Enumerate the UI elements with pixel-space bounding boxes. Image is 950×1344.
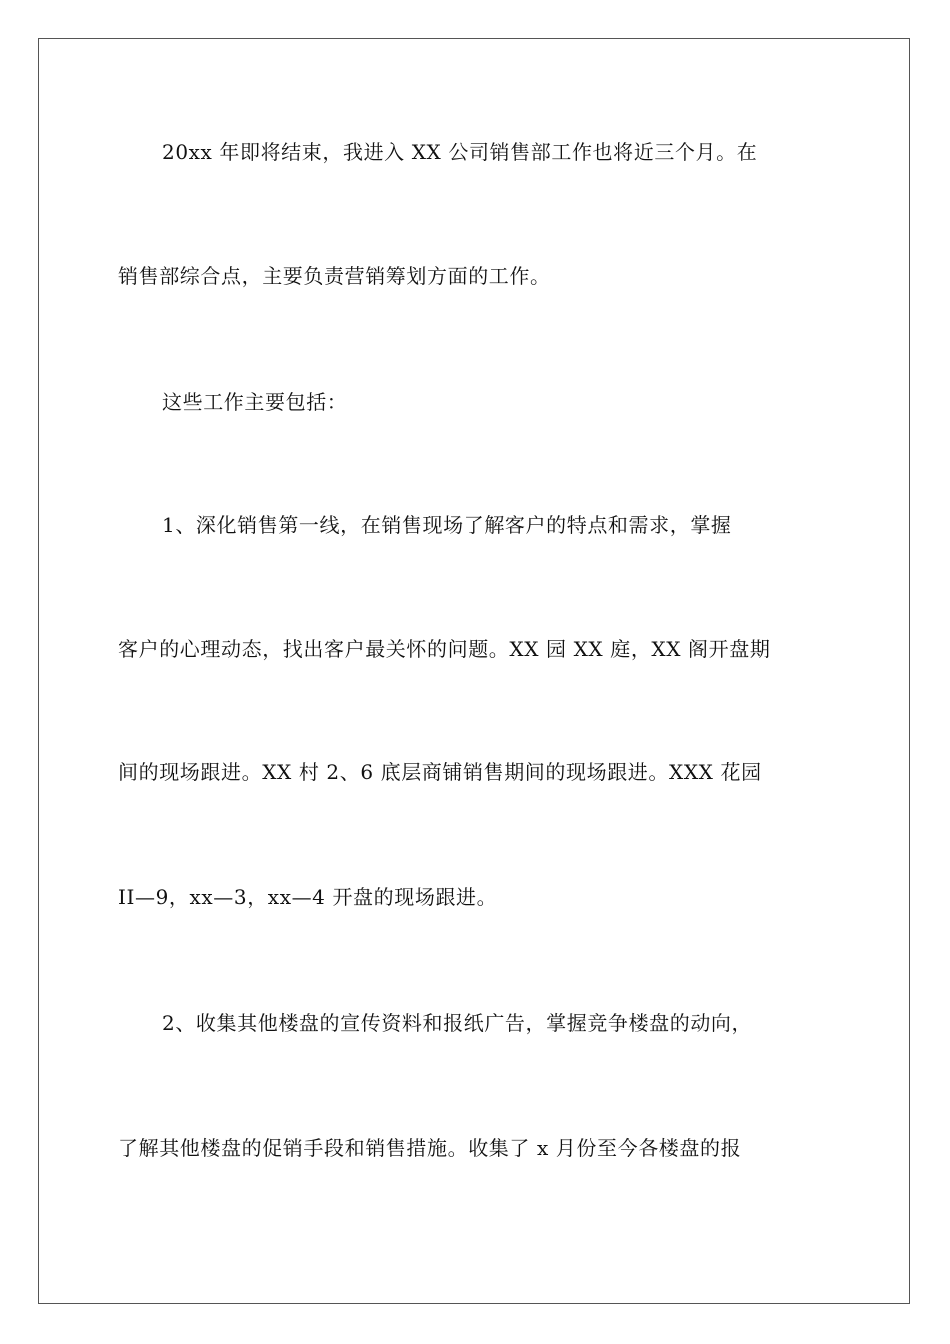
paragraph-intro-line-1: 20xx 年即将结束，我进入 XX 公司销售部工作也将近三个月。在 (162, 140, 758, 164)
paragraph-intro-line-2: 销售部综合点，主要负责营销筹划方面的工作。 (118, 264, 551, 288)
paragraph-item-1-line-2: 客户的心理动态，找出客户最关怀的问题。XX 园 XX 庭，XX 阁开盘期 (118, 637, 771, 661)
paragraph-item-2-line-2: 了解其他楼盘的促销手段和销售措施。收集了 x 月份至今各楼盘的报 (118, 1136, 742, 1160)
paragraph-item-1-line-1: 1、深化销售第一线，在销售现场了解客户的特点和需求，掌握 (162, 513, 732, 537)
paragraph-item-1-line-3: 间的现场跟进。XX 村 2、6 底层商铺销售期间的现场跟进。XXX 花园 (118, 760, 762, 784)
paragraph-item-2-line-1: 2、收集其他楼盘的宣传资料和报纸广告，掌握竞争楼盘的动向， (162, 1011, 753, 1035)
paragraph-work-items-heading: 这些工作主要包括： (162, 390, 348, 414)
page-border (38, 38, 910, 1304)
paragraph-item-1-line-4: II—9，xx—3，xx—4 开盘的现场跟进。 (118, 885, 498, 909)
